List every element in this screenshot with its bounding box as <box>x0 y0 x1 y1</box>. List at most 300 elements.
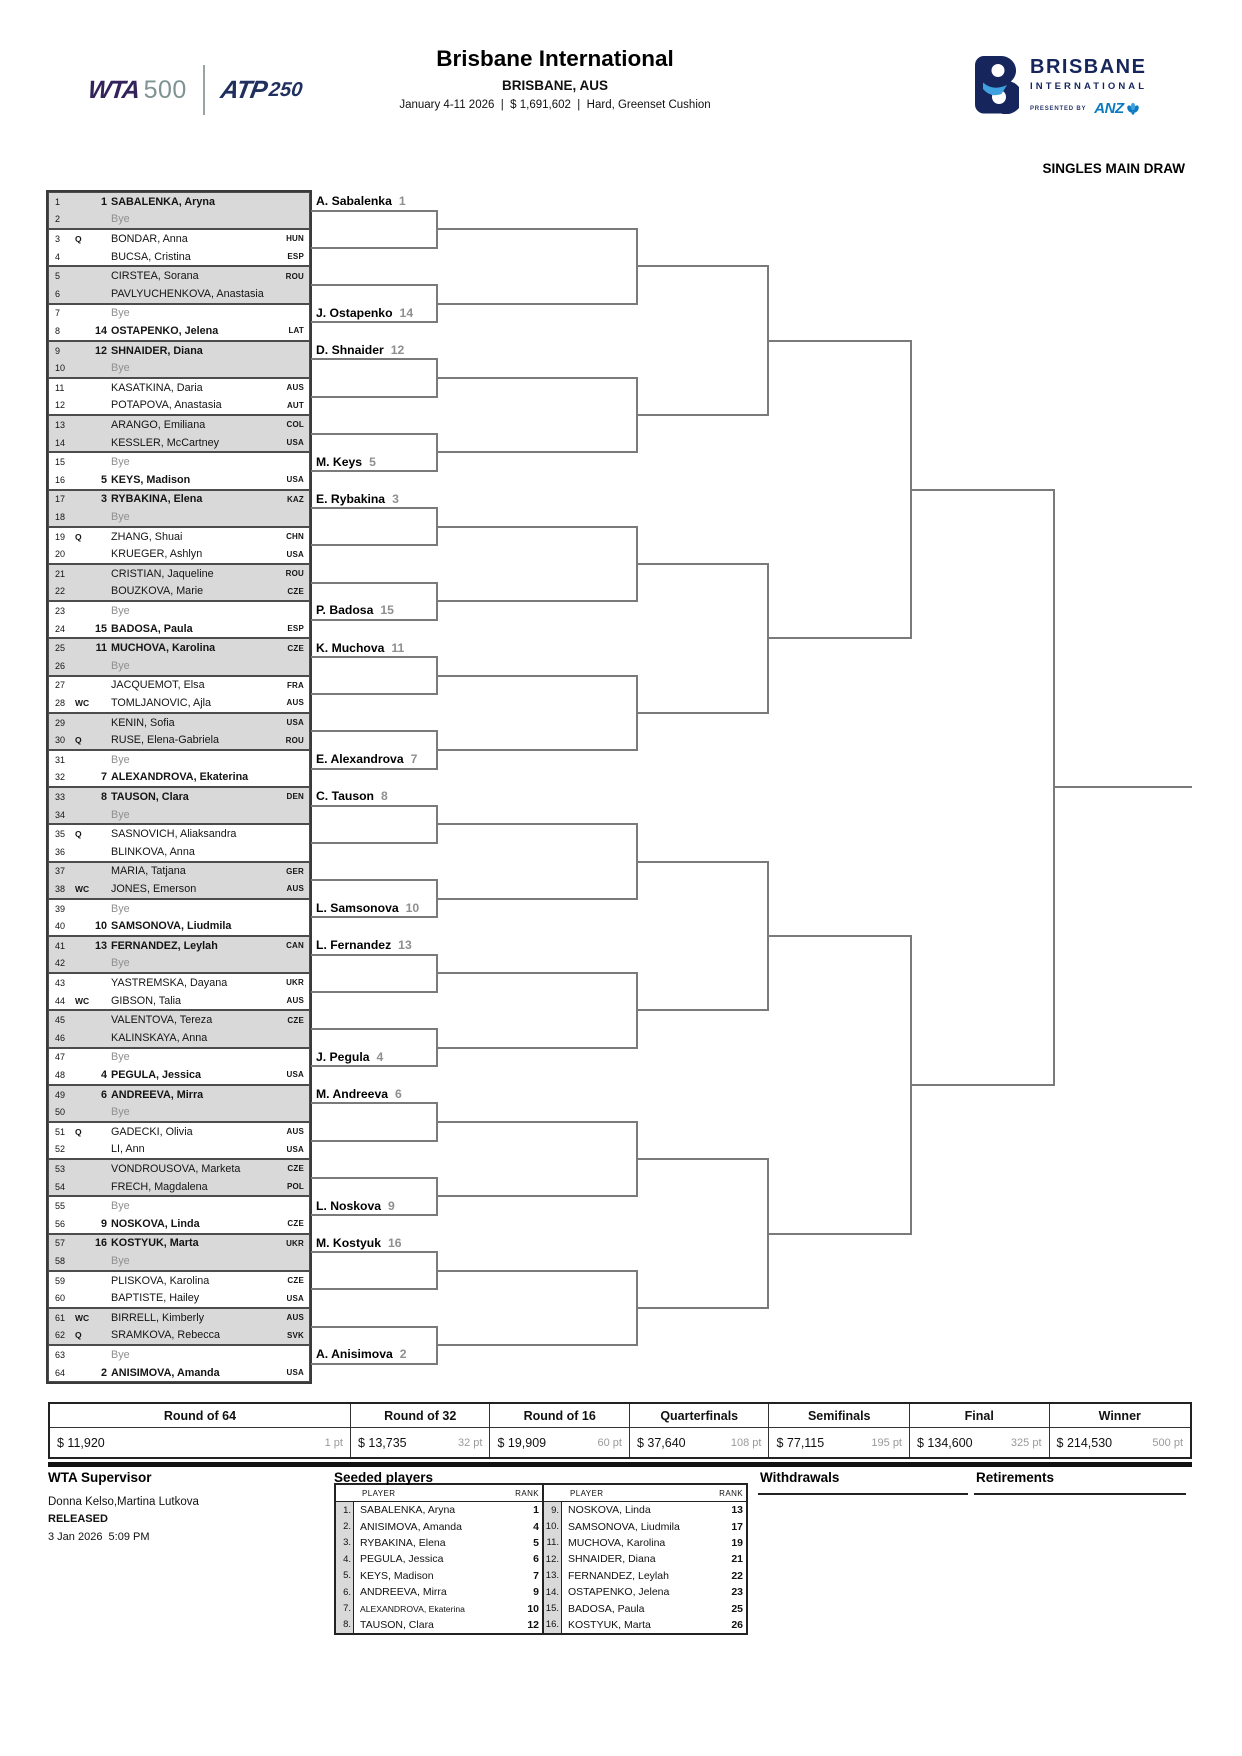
draw-pair-box <box>48 564 310 601</box>
seeded-col-rank: RANK <box>719 1488 743 1498</box>
draw-pair-box <box>48 304 310 341</box>
prize-round-label: Winner <box>1050 1404 1191 1428</box>
round32-winner-label <box>316 492 399 506</box>
draw-entry-row <box>49 1346 309 1364</box>
draw-pair-box <box>48 676 310 713</box>
draw-entry-row <box>49 1309 309 1327</box>
entry-player-name: SHNAIDER, Diana <box>111 344 203 357</box>
bracket-line <box>311 619 437 621</box>
bracket-line <box>637 861 768 863</box>
draw-entry-row <box>49 1011 309 1029</box>
draw-pair-box <box>48 713 310 750</box>
draw-entry-row <box>49 491 309 509</box>
entry-position: 52 <box>55 1144 66 1155</box>
prize-money: $ 11,920 <box>57 1435 105 1450</box>
bracket-line <box>311 470 437 472</box>
draw-pair-box <box>48 1010 310 1047</box>
entry-player-name: BIRRELL, Kimberly <box>111 1311 205 1324</box>
entry-position: 53 <box>55 1163 66 1174</box>
winner-seed: 10 <box>405 900 420 915</box>
seeded-player-name: PEGULA, Jessica <box>360 1553 444 1566</box>
entry-position: 38 <box>55 883 66 894</box>
entry-position: 58 <box>55 1255 66 1266</box>
seeded-player-row <box>336 1584 542 1600</box>
entry-position: 44 <box>55 995 66 1006</box>
entry-country-code: UKR <box>286 978 304 988</box>
seeded-number: 1. <box>336 1502 354 1518</box>
entry-position: 25 <box>55 643 66 654</box>
draw-entry-row <box>49 397 309 415</box>
entry-player-name: PLISKOVA, Karolina <box>111 1274 210 1287</box>
seeded-player-row <box>336 1535 542 1551</box>
draw-pair-box <box>48 341 310 378</box>
entry-player-name: BONDAR, Anna <box>111 232 188 245</box>
entry-country-code: ESP <box>287 252 304 262</box>
bracket-line <box>1054 786 1192 788</box>
entry-country-code: AUS <box>286 996 304 1006</box>
round32-winner-label <box>316 1199 395 1213</box>
draw-entry-row <box>49 974 309 992</box>
draw-pair-box <box>48 638 310 675</box>
draw-entry-row <box>49 267 309 285</box>
wta-level-label: 500 <box>143 75 187 104</box>
entry-player-name: JONES, Emerson <box>111 882 197 895</box>
draw-entry-row <box>49 453 309 471</box>
seeded-player-rank: 12 <box>527 1618 539 1631</box>
winner-name: E. Rybakina <box>316 491 386 506</box>
seeded-player-name: OSTAPENKO, Jelena <box>568 1586 670 1599</box>
entry-player-name: KESSLER, McCartney <box>111 436 220 449</box>
round32-winner-label <box>316 789 388 803</box>
released-date: 3 Jan 2026 5:09 PM <box>48 1531 150 1543</box>
draw-pair-box <box>48 1271 310 1308</box>
seeded-players-heading: Seeded players <box>334 1470 434 1485</box>
entry-player-name: POTAPOVA, Anastasia <box>111 399 222 412</box>
entry-seed: 10 <box>94 920 107 933</box>
seeded-number: 2. <box>336 1518 354 1534</box>
seeded-player-name: ANISIMOVA, Amanda <box>360 1520 462 1533</box>
bracket-line <box>311 1251 437 1253</box>
seeded-player-row <box>336 1518 542 1534</box>
entry-player-name: CIRSTEA, Sorana <box>111 270 199 283</box>
winner-seed: 8 <box>381 789 388 804</box>
entry-country-code: CZE <box>287 1276 304 1286</box>
winner-name: P. Badosa <box>316 603 374 618</box>
entry-player-name: Bye <box>111 659 130 672</box>
entry-position: 49 <box>55 1089 66 1100</box>
atp-logo: ATP <box>218 75 269 104</box>
seeded-player-row <box>544 1600 746 1616</box>
draw-pair-box <box>48 1196 310 1233</box>
winner-seed: 13 <box>398 938 412 953</box>
prize-round-label: Round of 32 <box>351 1404 490 1428</box>
entry-country-code: ESP <box>287 624 304 634</box>
draw-entry-row <box>49 322 309 340</box>
entry-country-code: FRA <box>286 680 304 690</box>
entry-player-name: Bye <box>111 510 130 523</box>
bracket-line <box>311 1214 437 1216</box>
entry-position: 55 <box>55 1201 66 1212</box>
seeded-player-row <box>336 1502 542 1518</box>
bracket-line <box>311 1102 437 1104</box>
winner-seed: 3 <box>392 491 399 506</box>
seeded-player-row <box>544 1551 746 1567</box>
entry-position: 46 <box>55 1032 66 1043</box>
entry-player-name: ARANGO, Emiliana <box>111 418 206 431</box>
bracket-line <box>768 340 911 342</box>
draw-entry-row <box>49 434 309 452</box>
draw-pair-box <box>48 1085 310 1122</box>
seeded-player-row <box>544 1568 746 1584</box>
prize-points: 325 pt <box>1010 1436 1042 1449</box>
entry-position: 7 <box>55 308 61 319</box>
entry-position: 28 <box>55 697 66 708</box>
draw-label: SINGLES MAIN DRAW <box>1042 161 1185 176</box>
seeded-player-row <box>336 1551 542 1567</box>
seeded-number: 12. <box>544 1551 562 1567</box>
bracket-line <box>311 544 437 546</box>
draw-entry-row <box>49 639 309 657</box>
entry-seed: 6 <box>100 1088 107 1101</box>
entry-position: 34 <box>55 809 66 820</box>
prize-points: 60 pt <box>597 1436 622 1449</box>
seeded-player-rank: 5 <box>533 1536 539 1549</box>
entry-player-name: Bye <box>111 808 130 821</box>
tournament-location: BRISBANE, AUS <box>501 78 608 93</box>
seeded-player-rank: 19 <box>731 1536 743 1549</box>
entry-position: 37 <box>55 866 66 877</box>
draw-entry-row <box>49 825 309 843</box>
draw-pair-box <box>48 787 310 824</box>
bracket-line <box>311 879 437 881</box>
draw-pair-box <box>48 1308 310 1345</box>
seeded-players-table <box>542 1483 748 1635</box>
seeded-player-name: ANDREEVA, Mirra <box>360 1586 447 1599</box>
bracket-line <box>311 1065 437 1067</box>
draw-entry-row <box>49 992 309 1010</box>
entry-player-name: BLINKOVA, Anna <box>111 845 195 858</box>
entry-player-name: ANDREEVA, Mirra <box>111 1088 204 1101</box>
entry-position: 1 <box>55 196 61 207</box>
entry-player-name: KENIN, Sofia <box>111 716 175 729</box>
seeded-player-rank: 10 <box>527 1602 539 1615</box>
draw-pair-box <box>48 378 310 415</box>
entry-seed: 1 <box>100 195 107 208</box>
entry-country-code: HUN <box>286 234 304 244</box>
seeded-number: 14. <box>544 1584 562 1600</box>
draw-entry-row <box>49 677 309 695</box>
entry-player-name: ANISIMOVA, Amanda <box>111 1366 220 1379</box>
bracket-line <box>437 526 637 528</box>
entry-position: 12 <box>55 400 66 411</box>
anz-logo: ANZ <box>1094 100 1124 117</box>
entry-position: 48 <box>55 1069 66 1080</box>
prize-money: $ 13,735 <box>357 1435 407 1450</box>
winner-name: K. Muchova <box>316 640 385 655</box>
entry-country-code: AUS <box>286 383 304 393</box>
entry-player-name: KEYS, Madison <box>111 473 191 486</box>
entry-position: 36 <box>55 846 66 857</box>
draw-entry-row <box>49 863 309 881</box>
draw-entry-row <box>49 583 309 601</box>
entry-player-name: FERNANDEZ, Leylah <box>111 939 218 952</box>
entry-qualifier-tag: Q <box>75 233 82 244</box>
bracket-line <box>437 749 637 751</box>
entry-position: 17 <box>55 494 66 505</box>
presented-by-label: PRESENTED BY <box>1030 105 1087 112</box>
draw-pair-box <box>48 973 310 1010</box>
seeded-number: 4. <box>336 1551 354 1567</box>
winner-seed: 5 <box>369 454 376 469</box>
bracket-line <box>311 954 437 956</box>
supervisor-heading: WTA Supervisor <box>48 1470 152 1485</box>
bracket-line <box>437 228 637 230</box>
bracket-line <box>437 600 637 602</box>
prize-values <box>910 1428 1049 1457</box>
entry-country-code: AUS <box>286 884 304 894</box>
bracket-line <box>311 582 437 584</box>
entry-seed: 13 <box>94 939 107 952</box>
draw-entry-row <box>49 1197 309 1215</box>
entry-country-code: ROU <box>285 569 304 579</box>
bracket-line <box>437 972 637 974</box>
wta-logo: WTA <box>86 75 141 104</box>
entry-qualifier-tag: WC <box>75 883 90 894</box>
bracket-line <box>437 823 637 825</box>
draw-entry-row <box>49 769 309 787</box>
entry-position: 39 <box>55 903 66 914</box>
prize-column <box>769 1404 910 1457</box>
bracket-line <box>437 1195 637 1197</box>
entry-seed: 12 <box>94 344 107 357</box>
winner-seed: 15 <box>380 603 394 618</box>
draw-entry-row <box>49 1049 309 1067</box>
winner-seed: 6 <box>395 1086 402 1101</box>
bracket-line <box>311 1363 437 1365</box>
bracket-line <box>637 563 768 565</box>
entry-country-code: CZE <box>287 1015 304 1025</box>
seeded-col-rank: RANK <box>515 1488 539 1498</box>
draw-entry-row <box>49 230 309 248</box>
draw-pair-box <box>48 1048 310 1085</box>
bracket-line <box>637 1009 768 1011</box>
entry-country-code: USA <box>286 475 304 485</box>
entry-position: 43 <box>55 977 66 988</box>
entry-position: 50 <box>55 1107 66 1118</box>
entry-player-name: KASATKINA, Daria <box>111 381 203 394</box>
prize-points: 32 pt <box>457 1436 483 1449</box>
seeded-player-row <box>544 1617 746 1633</box>
entry-position: 2 <box>55 214 61 225</box>
prize-values <box>50 1428 350 1457</box>
prize-points: 108 pt <box>730 1436 762 1449</box>
bracket-line <box>311 284 437 286</box>
entry-player-name: Bye <box>111 213 130 226</box>
winner-seed: 11 <box>391 640 405 655</box>
entry-position: 18 <box>55 511 66 522</box>
entry-position: 59 <box>55 1275 66 1286</box>
bracket-line <box>311 321 437 323</box>
entry-player-name: VALENTOVA, Tereza <box>111 1014 213 1027</box>
entry-country-code: CZE <box>287 1164 304 1174</box>
seeded-player-name: BADOSA, Paula <box>568 1602 645 1615</box>
entry-country-code: AUS <box>286 1313 304 1323</box>
entry-seed: 7 <box>100 771 107 784</box>
winner-name: J. Pegula <box>316 1049 370 1064</box>
prize-column <box>630 1404 770 1457</box>
draw-entry-row <box>49 917 309 935</box>
entry-country-code: USA <box>286 1144 304 1154</box>
draw-pair-box <box>48 899 310 936</box>
bracket-line <box>437 1344 637 1346</box>
entry-position: 5 <box>55 271 61 282</box>
draw-pair-box <box>48 1234 310 1271</box>
entry-seed: 8 <box>100 790 107 803</box>
draw-entry-row <box>49 731 309 749</box>
entry-position: 60 <box>55 1293 66 1304</box>
round32-winner-label <box>316 194 406 208</box>
entry-position: 22 <box>55 586 66 597</box>
seeded-number: 16. <box>544 1617 562 1633</box>
round32-winner-label <box>316 1050 383 1064</box>
prize-column <box>351 1404 491 1457</box>
entry-player-name: Bye <box>111 1254 130 1267</box>
winner-name: M. Keys <box>316 454 363 469</box>
entry-player-name: MUCHOVA, Karolina <box>111 642 216 655</box>
seeded-player-name: NOSKOVA, Linda <box>568 1504 651 1517</box>
entry-player-name: BADOSA, Paula <box>111 622 193 635</box>
prize-money: $ 214,530 <box>1056 1435 1113 1450</box>
entry-position: 13 <box>55 419 66 430</box>
draw-entry-row <box>49 900 309 918</box>
entry-seed: 9 <box>100 1217 107 1230</box>
entry-player-name: Bye <box>111 1106 130 1119</box>
withdrawals-underline <box>758 1493 968 1495</box>
bracket-line <box>437 451 637 453</box>
winner-name: J. Ostapenko <box>316 305 393 320</box>
seeded-player-name: KOSTYUK, Marta <box>568 1618 651 1631</box>
entry-position: 6 <box>55 288 61 299</box>
winner-name: M. Kostyuk <box>316 1235 382 1250</box>
bracket-line <box>637 712 768 714</box>
bracket-line <box>768 637 911 639</box>
entry-position: 30 <box>55 735 66 746</box>
seeded-player-row <box>544 1502 746 1518</box>
entry-position: 57 <box>55 1238 66 1249</box>
entry-position: 11 <box>55 382 65 393</box>
entry-player-name: NOSKOVA, Linda <box>111 1217 200 1230</box>
draw-entry-row <box>49 359 309 377</box>
draw-pair-box <box>48 266 310 303</box>
entry-qualifier-tag: Q <box>75 735 82 746</box>
retirements-heading: Retirements <box>976 1470 1055 1485</box>
entry-position: 21 <box>55 568 66 579</box>
withdrawals-heading: Withdrawals <box>760 1470 840 1485</box>
bracket-line <box>768 935 911 937</box>
bracket-line <box>637 265 768 267</box>
bracket-line <box>311 247 437 249</box>
draw-pair-box <box>48 862 310 899</box>
draw-entry-row <box>49 1215 309 1233</box>
seeded-player-rank: 4 <box>533 1520 539 1533</box>
entry-qualifier-tag: WC <box>75 697 90 708</box>
seeded-number: 3. <box>336 1535 354 1551</box>
entry-player-name: ALEXANDROVA, Ekaterina <box>111 771 249 784</box>
entry-player-name: MARIA, Tatjana <box>111 865 186 878</box>
entry-position: 10 <box>55 363 66 374</box>
bracket-line <box>911 1084 1054 1086</box>
prize-column <box>910 1404 1050 1457</box>
seeded-col-player: PLAYER <box>362 1488 396 1498</box>
entry-player-name: Bye <box>111 456 130 469</box>
entry-country-code: CZE <box>287 586 304 596</box>
seeded-number: 9. <box>544 1502 562 1518</box>
entry-position: 26 <box>55 660 66 671</box>
draw-pair-box <box>48 1122 310 1159</box>
entry-position: 4 <box>55 251 61 262</box>
retirements-underline <box>974 1493 1186 1495</box>
entry-player-name: Bye <box>111 753 130 766</box>
draw-entry-row <box>49 1272 309 1290</box>
draw-entry-row <box>49 937 309 955</box>
entry-qualifier-tag: Q <box>75 1126 82 1137</box>
entry-player-name: BAPTISTE, Hailey <box>111 1292 200 1305</box>
entry-seed: 2 <box>100 1366 107 1379</box>
seeded-player-row <box>544 1584 746 1600</box>
entry-player-name: JACQUEMOT, Elsa <box>111 679 205 692</box>
entry-player-name: Bye <box>111 1051 130 1064</box>
seeded-number: 6. <box>336 1584 354 1600</box>
draw-entry-row <box>49 955 309 973</box>
entry-player-name: GIBSON, Talia <box>111 994 182 1007</box>
draw-pair-box <box>48 452 310 489</box>
bracket-line <box>437 898 637 900</box>
entry-position: 29 <box>55 717 66 728</box>
entry-position: 45 <box>55 1015 66 1026</box>
seeded-player-rank: 6 <box>533 1553 539 1566</box>
bracket-line <box>437 1047 637 1049</box>
seeded-player-row <box>336 1568 542 1584</box>
bracket-line <box>311 1288 437 1290</box>
bracket-line <box>437 303 637 305</box>
winner-seed: 9 <box>388 1198 395 1213</box>
prize-values <box>630 1428 769 1457</box>
winner-seed: 12 <box>390 342 405 357</box>
entry-player-name: CRISTIAN, Jaqueline <box>111 567 214 580</box>
entry-qualifier-tag: Q <box>75 829 82 840</box>
entry-position: 27 <box>55 680 66 691</box>
entry-country-code: CZE <box>287 1219 304 1229</box>
seeded-number: 8. <box>336 1617 354 1633</box>
seeded-player-row <box>544 1535 746 1551</box>
entry-position: 14 <box>55 437 66 448</box>
entry-position: 41 <box>55 940 66 951</box>
entry-player-name: TAUSON, Clara <box>111 790 189 803</box>
seeded-player-name: SABALENKA, Aryna <box>360 1504 456 1517</box>
entry-player-name: Bye <box>111 902 130 915</box>
draw-entry-row <box>49 1235 309 1253</box>
draw-entry-row <box>49 211 309 229</box>
prize-money: $ 37,640 <box>636 1435 686 1450</box>
draw-entry-row <box>49 657 309 675</box>
bracket-line <box>311 358 437 360</box>
entry-country-code: POL <box>286 1182 304 1192</box>
draw-entry-row <box>49 1103 309 1121</box>
draw-pair-box <box>48 1345 310 1382</box>
seeded-player-name: KEYS, Madison <box>360 1569 434 1582</box>
entry-player-name: Bye <box>111 957 130 970</box>
seeded-player-name: SAMSONOVA, Liudmila <box>568 1520 680 1533</box>
